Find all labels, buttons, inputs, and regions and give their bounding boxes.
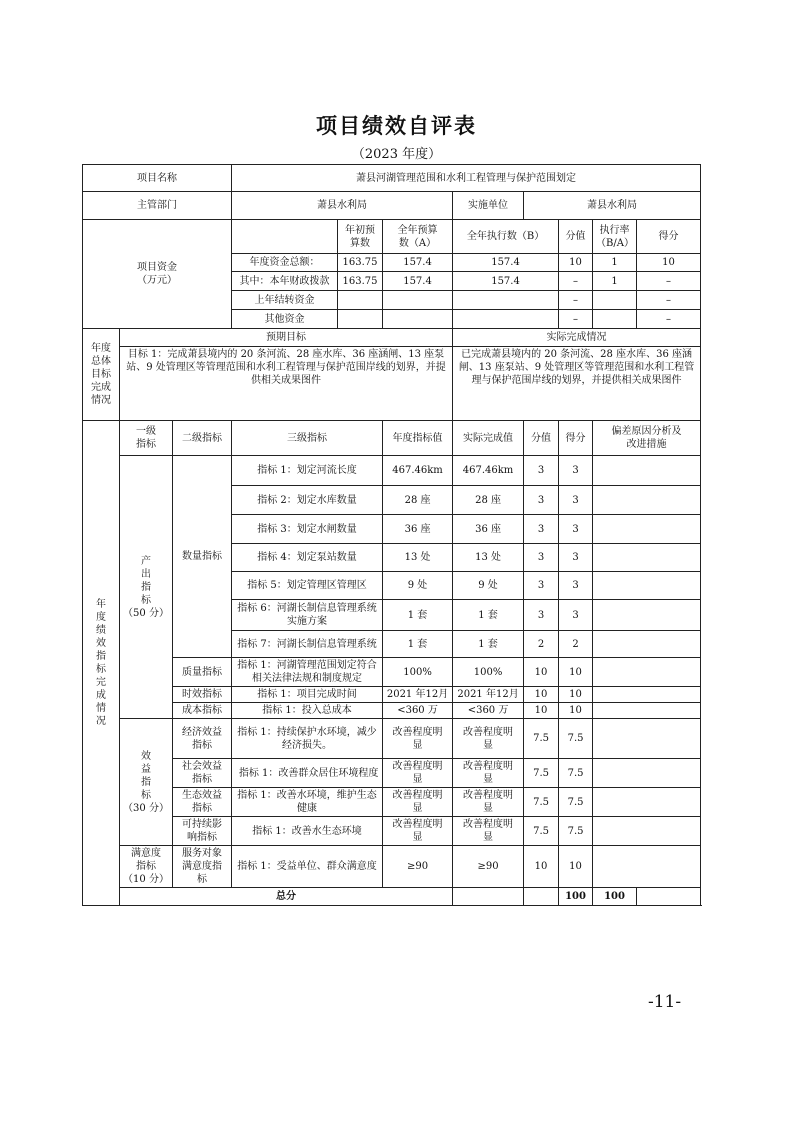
quantity-indicator-label: 数量指标	[173, 456, 232, 658]
perf-l3: 指标 3：划定水闸数量	[232, 515, 383, 544]
goal-actual-header: 实际完成情况	[453, 329, 701, 347]
perf-l3: 指标 4：划定泵站数量	[232, 544, 383, 572]
perf-header-got: 得分	[559, 421, 593, 456]
perf-note	[593, 788, 701, 817]
perf-target: 改善程度明 显	[383, 719, 453, 759]
perf-header-l3: 三级指标	[232, 421, 383, 456]
perf-note	[593, 703, 701, 719]
funds-row-full: 157.4	[383, 272, 453, 291]
perf-got: 7.5	[559, 788, 593, 817]
funds-row-got: 10	[637, 254, 701, 272]
perf-target: 467.46km	[383, 456, 453, 486]
funds-row-full	[383, 310, 453, 329]
perf-note	[593, 456, 701, 486]
perf-score: 10	[524, 703, 559, 719]
perf-note	[593, 658, 701, 687]
perf-target: 13 处	[383, 544, 453, 572]
total-blank-target	[453, 888, 524, 906]
perf-l3: 指标 1：受益单位、群众满意度	[232, 846, 383, 888]
perf-l2: 可持续影 响指标	[173, 817, 232, 846]
total-note	[637, 888, 701, 906]
impl-value: 萧县水利局	[524, 192, 701, 220]
perf-score: 10	[524, 687, 559, 703]
perf-target: 改善程度明 显	[383, 788, 453, 817]
perf-actual: 467.46km	[453, 456, 524, 486]
perf-got: 10	[559, 658, 593, 687]
perf-l3: 指标 5：划定管理区管理区	[232, 572, 383, 600]
perf-score: 3	[524, 486, 559, 515]
goal-label: 年度 总体 目标 完成 情况	[83, 329, 120, 421]
funds-row-initial: 163.75	[338, 272, 383, 291]
perf-actual: 改善程度明 显	[453, 719, 524, 759]
perf-l2: 成本指标	[173, 703, 232, 719]
perf-score: 10	[524, 658, 559, 687]
perf-got: 3	[559, 515, 593, 544]
perf-l3: 指标 1：划定河流长度	[232, 456, 383, 486]
perf-l3: 指标 1：改善水生态环境	[232, 817, 383, 846]
funds-row-exec	[453, 310, 559, 329]
perf-actual: 改善程度明 显	[453, 817, 524, 846]
funds-header-exec: 全年执行数（B）	[453, 220, 559, 254]
funds-row-score: 10	[559, 254, 593, 272]
funds-row-got: –	[637, 291, 701, 310]
funds-row-name: 其中：本年财政拨款	[232, 272, 338, 291]
perf-score: 3	[524, 572, 559, 600]
perf-actual: 1 套	[453, 600, 524, 631]
funds-row-initial: 163.75	[338, 254, 383, 272]
perf-l3: 指标 1：持续保护水环境，减少经济损失。	[232, 719, 383, 759]
funds-header-got: 得分	[637, 220, 701, 254]
perf-note	[593, 544, 701, 572]
perf-actual: 1 套	[453, 631, 524, 658]
perf-got: 7.5	[559, 759, 593, 788]
funds-row-rate	[593, 291, 637, 310]
perf-got: 3	[559, 544, 593, 572]
perf-got: 3	[559, 572, 593, 600]
page-subtitle-year: （2023 年度）	[351, 147, 442, 162]
perf-target: 1 套	[383, 600, 453, 631]
perf-target: 9 处	[383, 572, 453, 600]
perf-l3: 指标 1：项目完成时间	[232, 687, 383, 703]
perf-target: 改善程度明 显	[383, 759, 453, 788]
perf-actual: ≥90	[453, 846, 524, 888]
perf-score: 2	[524, 631, 559, 658]
funds-row-initial	[338, 310, 383, 329]
perf-l3: 指标 2：划定水库数量	[232, 486, 383, 515]
perf-got: 2	[559, 631, 593, 658]
perf-note	[593, 846, 701, 888]
funds-row-score: –	[559, 291, 593, 310]
perf-l2: 服务对象 满意度指 标	[173, 846, 232, 888]
perf-got: 10	[559, 687, 593, 703]
funds-row-rate: 1	[593, 254, 637, 272]
perf-note	[593, 759, 701, 788]
goal-expected-header: 预期目标	[120, 329, 453, 347]
perf-score: 10	[524, 846, 559, 888]
impl-label: 实施单位	[453, 192, 524, 220]
funds-row-got: –	[637, 310, 701, 329]
perf-note	[593, 687, 701, 703]
perf-got: 3	[559, 600, 593, 631]
perf-target: <360 万	[383, 703, 453, 719]
funds-header-full: 全年预算 数（A）	[383, 220, 453, 254]
funds-row-full: 157.4	[383, 254, 453, 272]
perf-l2: 质量指标	[173, 658, 232, 687]
perf-l3: 指标 1：改善水环境，维护生态健康	[232, 788, 383, 817]
perf-l3: 指标 1：改善群众居住环境程度	[232, 759, 383, 788]
perf-note	[593, 600, 701, 631]
perf-score: 3	[524, 515, 559, 544]
perf-actual: 13 处	[453, 544, 524, 572]
perf-l2: 经济效益 指标	[173, 719, 232, 759]
project-name-value: 萧县河湖管理范围和水利工程管理与保护范围划定	[232, 165, 701, 192]
perf-target: 36 座	[383, 515, 453, 544]
funds-row-name: 其他资金	[232, 310, 338, 329]
performance-table	[82, 164, 701, 906]
perf-actual: 100%	[453, 658, 524, 687]
satisfaction-indicator-label: 满意度 指标 （10 分）	[120, 846, 173, 888]
perf-target: 100%	[383, 658, 453, 687]
dept-label: 主管部门	[83, 192, 232, 220]
perf-actual: 28 座	[453, 486, 524, 515]
perf-header-actual: 实际完成值	[453, 421, 524, 456]
perf-score: 3	[524, 600, 559, 631]
funds-row-score: –	[559, 310, 593, 329]
perf-got: 7.5	[559, 817, 593, 846]
funds-row-full	[383, 291, 453, 310]
perf-target: 改善程度明 显	[383, 817, 453, 846]
funds-row-name: 上年结转资金	[232, 291, 338, 310]
perf-l3: 指标 1：投入总成本	[232, 703, 383, 719]
perf-score: 7.5	[524, 719, 559, 759]
output-indicator-label: 产 出 指 标 （50 分）	[120, 456, 173, 719]
perf-got: 10	[559, 703, 593, 719]
funds-row-rate	[593, 310, 637, 329]
perf-score: 3	[524, 544, 559, 572]
total-blank-actual	[524, 888, 559, 906]
perf-score: 7.5	[524, 788, 559, 817]
perf-note	[593, 631, 701, 658]
perf-score: 7.5	[524, 817, 559, 846]
perf-l3: 指标 6：河湖长制信息管理系统实施方案	[232, 600, 383, 631]
funds-row-exec	[453, 291, 559, 310]
funds-row-name: 年度资金总额：	[232, 254, 338, 272]
page-title: 项目绩效自评表	[316, 113, 477, 138]
perf-got: 3	[559, 456, 593, 486]
perf-header-note: 偏差原因分析及 改进措施	[593, 421, 701, 456]
perf-score: 7.5	[524, 759, 559, 788]
perf-header-score: 分值	[524, 421, 559, 456]
funds-row-got: –	[637, 272, 701, 291]
perf-actual: 36 座	[453, 515, 524, 544]
funds-header-score: 分值	[559, 220, 593, 254]
perf-actual: <360 万	[453, 703, 524, 719]
perf-score: 3	[524, 456, 559, 486]
perf-header-target: 年度指标值	[383, 421, 453, 456]
funds-header-blank	[232, 220, 338, 254]
funds-row-initial	[338, 291, 383, 310]
perf-actual: 9 处	[453, 572, 524, 600]
benefit-indicator-label: 效 益 指 标 （30 分）	[120, 719, 173, 846]
perf-label: 年 度 绩 效 指 标 完 成 情 况	[83, 421, 120, 906]
perf-note	[593, 486, 701, 515]
perf-got: 3	[559, 486, 593, 515]
funds-row-exec: 157.4	[453, 272, 559, 291]
perf-actual: 改善程度明 显	[453, 788, 524, 817]
perf-got: 7.5	[559, 719, 593, 759]
perf-note	[593, 572, 701, 600]
perf-actual: 改善程度明 显	[453, 759, 524, 788]
perf-l2: 社会效益 指标	[173, 759, 232, 788]
page-number: -11-	[648, 992, 682, 1012]
total-score: 100	[559, 888, 593, 906]
goal-actual-text: 已完成萧县境内的 20 条河流、28 座水库、36 座涵闸、13 座泵站、9 处管理区等管理范围和水利工程管理与保护范围岸线的划界，并提供相关成果图件	[453, 347, 701, 421]
perf-got: 10	[559, 846, 593, 888]
goal-expected-text: 目标 1：完成萧县境内的 20 条河流、28 座水库、36 座涵闸、13 座泵站、9 处管理区等管理范围和水利工程管理与保护范围岸线的划界，并提供相关成果图件	[120, 347, 453, 421]
funds-row-score: –	[559, 272, 593, 291]
dept-value: 萧县水利局	[232, 192, 453, 220]
perf-header-l2: 二级指标	[173, 421, 232, 456]
perf-target: ≥90	[383, 846, 453, 888]
perf-l2: 时效指标	[173, 687, 232, 703]
perf-l2: 生态效益 指标	[173, 788, 232, 817]
perf-header-l1: 一级 指标	[120, 421, 173, 456]
perf-note	[593, 719, 701, 759]
funds-header-initial: 年初预 算数	[338, 220, 383, 254]
perf-target: 28 座	[383, 486, 453, 515]
perf-note	[593, 515, 701, 544]
funds-row-exec: 157.4	[453, 254, 559, 272]
funds-header-rate: 执行率 （B/A）	[593, 220, 637, 254]
perf-l3: 指标 1：河湖管理范围划定符合相关法律法规和制度规定	[232, 658, 383, 687]
perf-target: 2021 年12月	[383, 687, 453, 703]
project-name-label: 项目名称	[83, 165, 232, 192]
funds-label: 项目资金 （万元）	[83, 220, 232, 329]
perf-target: 1 套	[383, 631, 453, 658]
total-got: 100	[593, 888, 637, 906]
perf-actual: 2021 年12月	[453, 687, 524, 703]
funds-row-rate: 1	[593, 272, 637, 291]
total-label: 总分	[120, 888, 453, 906]
perf-l3: 指标 7：河湖长制信息管理系统	[232, 631, 383, 658]
perf-note	[593, 817, 701, 846]
